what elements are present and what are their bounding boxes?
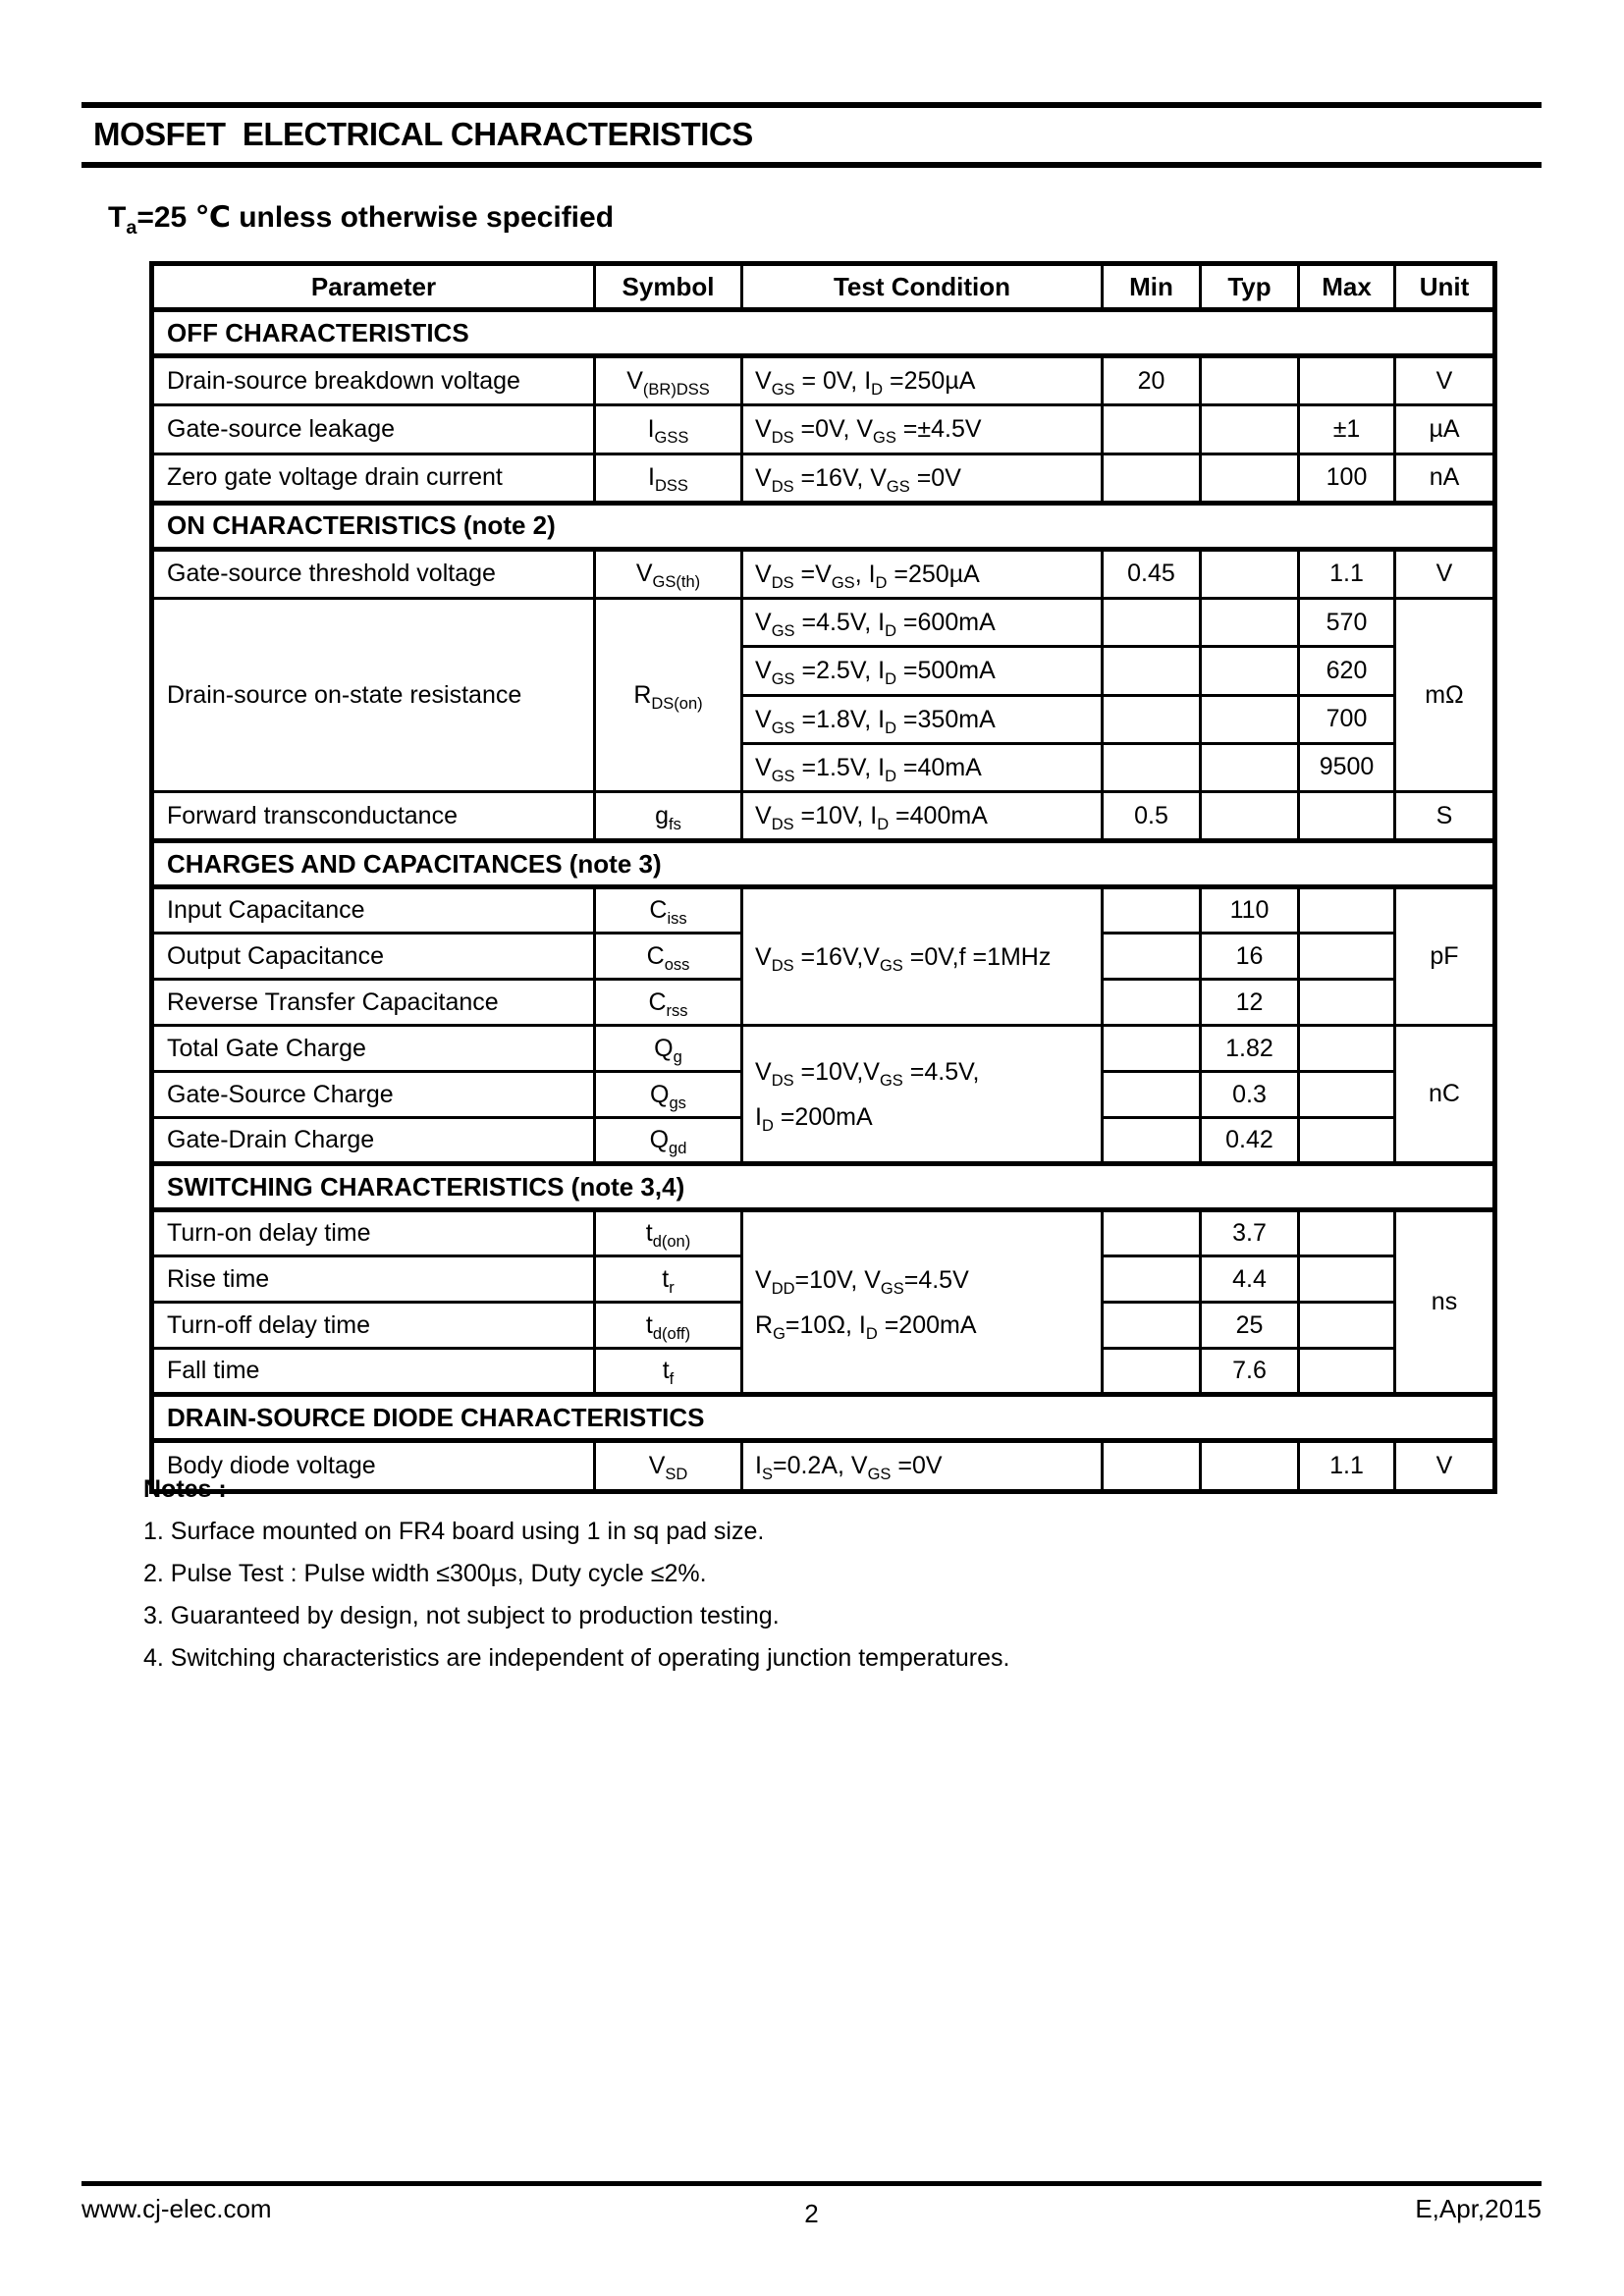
col-header-symbol: Symbol — [595, 264, 742, 310]
section-title: OFF CHARACTERISTICS — [152, 310, 1495, 356]
cell-max — [1299, 356, 1395, 405]
page-title: MOSFET ELECTRICAL CHARACTERISTICS — [93, 116, 753, 152]
cell-max — [1299, 980, 1395, 1026]
cell-max: 1.1 — [1299, 549, 1395, 598]
table-row — [152, 454, 1495, 503]
cell-symbol: $C_{iss}$ — [595, 887, 742, 934]
cell-typ — [1201, 599, 1299, 647]
cell-unit: mΩ — [1395, 599, 1495, 792]
cell-symbol: $V_{SD}$ — [595, 1441, 742, 1491]
cell-min — [1103, 887, 1201, 934]
cell-max: 9500 — [1299, 743, 1395, 791]
table-row — [152, 356, 1495, 405]
cell-typ — [1201, 743, 1299, 791]
col-header-max: Max — [1299, 264, 1395, 310]
section-title: ON CHARACTERISTICS (note 2) — [152, 503, 1495, 549]
cell-parameter: Zero gate voltage drain current — [152, 454, 595, 503]
cell-min — [1103, 1026, 1201, 1072]
cell-min — [1103, 1210, 1201, 1256]
cell-typ: 3.7 — [1201, 1210, 1299, 1256]
cell-symbol: $t_{d(off)}$ — [595, 1303, 742, 1349]
cell-parameter: Gate-Source Charge — [152, 1072, 595, 1118]
cell-typ — [1201, 1441, 1299, 1491]
cell-min — [1103, 1303, 1201, 1349]
cell-min — [1103, 454, 1201, 503]
cell-typ — [1201, 647, 1299, 695]
cell-condition: $V_{DS} =V_{GS}$, $I_D =250\mu A$ — [742, 549, 1103, 598]
cell-unit: nC — [1395, 1026, 1495, 1164]
cell-min — [1103, 934, 1201, 980]
cell-symbol: $g_{fs}$ — [595, 792, 742, 841]
cell-typ: 110 — [1201, 887, 1299, 934]
cell-condition: $V_{DS} =16V$, $V_{GS} =0V$ — [742, 454, 1103, 503]
table-header-row — [152, 264, 1495, 310]
notes-heading: Notes : — [143, 1475, 227, 1503]
cell-max — [1299, 934, 1395, 980]
footer-revision: E,Apr,2015 — [1415, 2194, 1542, 2223]
table-row — [152, 599, 1495, 647]
cell-typ: 0.3 — [1201, 1072, 1299, 1118]
cell-min — [1103, 599, 1201, 647]
cell-max: 570 — [1299, 599, 1395, 647]
note-item: 2. Pulse Test : Pulse width ≤300µs, Duty cycle ≤2%. — [143, 1560, 707, 1587]
cell-min — [1103, 980, 1201, 1026]
cell-typ: 12 — [1201, 980, 1299, 1026]
col-header-typ: Typ — [1201, 264, 1299, 310]
cell-unit: V — [1395, 356, 1495, 405]
cell-symbol: $Q_{gs}$ — [595, 1072, 742, 1118]
cell-unit: V — [1395, 1441, 1495, 1491]
cell-symbol: $I_{DSS}$ — [595, 454, 742, 503]
cell-parameter: Rise time — [152, 1256, 595, 1303]
cell-parameter: Turn-off delay time — [152, 1303, 595, 1349]
cell-unit: µA — [1395, 405, 1495, 454]
cell-typ — [1201, 695, 1299, 743]
cell-parameter: Gate-source threshold voltage — [152, 549, 595, 598]
cell-symbol: $t_r$ — [595, 1256, 742, 1303]
cell-typ: 1.82 — [1201, 1026, 1299, 1072]
title-banner — [81, 102, 1542, 168]
cell-typ: 7.6 — [1201, 1349, 1299, 1395]
cell-typ — [1201, 549, 1299, 598]
cell-condition: $V_{GS} =1.5V$, $I_D =40mA$ — [742, 743, 1103, 791]
cell-typ — [1201, 356, 1299, 405]
cell-unit: pF — [1395, 887, 1495, 1026]
note-item: 3. Guaranteed by design, not subject to production testing. — [143, 1602, 780, 1629]
cell-min — [1103, 1349, 1201, 1395]
cell-max: 1.1 — [1299, 1441, 1395, 1491]
cell-parameter: Forward transconductance — [152, 792, 595, 841]
cell-min — [1103, 695, 1201, 743]
cell-parameter: Gate-Drain Charge — [152, 1118, 595, 1164]
cell-symbol: $V_{GS(th)}$ — [595, 549, 742, 598]
section-row-drain-source-diode — [152, 1395, 1495, 1441]
section-title: CHARGES AND CAPACITANCES (note 3) — [152, 841, 1495, 887]
cell-parameter: Fall time — [152, 1349, 595, 1395]
cell-typ: 4.4 — [1201, 1256, 1299, 1303]
cell-max — [1299, 1072, 1395, 1118]
table-row — [152, 1210, 1495, 1256]
section-row-switching-characteristics — [152, 1164, 1495, 1210]
cell-max: 100 — [1299, 454, 1395, 503]
cell-symbol: $t_f$ — [595, 1349, 742, 1395]
cell-condition: $V_{GS} =2.5V$, $I_D =500mA$ — [742, 647, 1103, 695]
cell-parameter: Drain-source breakdown voltage — [152, 356, 595, 405]
cell-condition: $V_{DS} =0V$, $V_{GS} =\pm 4.5V$ — [742, 405, 1103, 454]
table-row — [152, 792, 1495, 841]
cell-condition: $V_{DS} =10V,V_{GS} =4.5V$, $I_D =200mA$ — [742, 1026, 1103, 1164]
cell-max — [1299, 792, 1395, 841]
cell-max — [1299, 887, 1395, 934]
cell-min — [1103, 1118, 1201, 1164]
electrical-characteristics-table — [149, 261, 1497, 1494]
table-row — [152, 1026, 1495, 1072]
note-item: 4. Switching characteristics are independent of operating junction temperatures. — [143, 1644, 1010, 1672]
footer-page-number: 2 — [804, 2199, 819, 2228]
cell-max — [1299, 1256, 1395, 1303]
cell-symbol: $Q_{gd}$ — [595, 1118, 742, 1164]
col-header-unit: Unit — [1395, 264, 1495, 310]
cell-max: 700 — [1299, 695, 1395, 743]
table-row — [152, 405, 1495, 454]
test-condition-subtitle: $T_a=25$ ℃ unless otherwise specified — [108, 201, 615, 239]
cell-parameter: Output Capacitance — [152, 934, 595, 980]
cell-typ: 25 — [1201, 1303, 1299, 1349]
cell-max: ±1 — [1299, 405, 1395, 454]
section-title: DRAIN-SOURCE DIODE CHARACTERISTICS — [152, 1395, 1495, 1441]
cell-symbol: $Q_g$ — [595, 1026, 742, 1072]
cell-parameter: Input Capacitance — [152, 887, 595, 934]
cell-min — [1103, 1256, 1201, 1303]
cell-parameter: Body diode voltage — [152, 1441, 595, 1491]
cell-min — [1103, 1072, 1201, 1118]
cell-min: 0.45 — [1103, 549, 1201, 598]
section-row-on-characteristics — [152, 503, 1495, 549]
cell-typ — [1201, 405, 1299, 454]
table-row — [152, 549, 1495, 598]
cell-symbol: $V_{(BR)DSS}$ — [595, 356, 742, 405]
col-header-min: Min — [1103, 264, 1201, 310]
cell-max: 620 — [1299, 647, 1395, 695]
cell-symbol: $R_{DS(on)}$ — [595, 599, 742, 792]
footer-website: www.cj-elec.com — [81, 2194, 272, 2223]
cell-condition: $V_{GS} =1.8V$, $I_D =350mA$ — [742, 695, 1103, 743]
cell-min — [1103, 1441, 1201, 1491]
section-row-charges-capacitances — [152, 841, 1495, 887]
cell-parameter: Drain-source on-state resistance — [152, 599, 595, 792]
section-row-off-characteristics — [152, 310, 1495, 356]
cell-condition: $V_{GS} = 0V$, $I_D =250\mu A$ — [742, 356, 1103, 405]
cell-symbol: $I_{GSS}$ — [595, 405, 742, 454]
cell-symbol: $t_{d(on)}$ — [595, 1210, 742, 1256]
cell-unit: V — [1395, 549, 1495, 598]
cell-condition: $V_{DS} =10V$, $I_D =400mA$ — [742, 792, 1103, 841]
cell-max — [1299, 1303, 1395, 1349]
col-header-test-condition: Test Condition — [742, 264, 1103, 310]
cell-max — [1299, 1026, 1395, 1072]
cell-parameter: Gate-source leakage — [152, 405, 595, 454]
cell-min — [1103, 405, 1201, 454]
cell-symbol: $C_{oss}$ — [595, 934, 742, 980]
section-title: SWITCHING CHARACTERISTICS (note 3,4) — [152, 1164, 1495, 1210]
col-header-parameter: Parameter — [152, 264, 595, 310]
note-item: 1. Surface mounted on FR4 board using 1 in sq pad size. — [143, 1518, 765, 1545]
cell-typ: 0.42 — [1201, 1118, 1299, 1164]
cell-typ — [1201, 454, 1299, 503]
cell-typ — [1201, 792, 1299, 841]
table-row — [152, 887, 1495, 934]
cell-max — [1299, 1210, 1395, 1256]
cell-condition: $V_{DD}=10V$, $V_{GS}=4.5V$ $R_G=10\Omega$, $I_D =200mA$ — [742, 1210, 1103, 1395]
cell-unit: S — [1395, 792, 1495, 841]
cell-condition: $V_{DS} =16V,V_{GS} =0V,f =1MHz$ — [742, 887, 1103, 1026]
cell-unit: nA — [1395, 454, 1495, 503]
cell-min: 0.5 — [1103, 792, 1201, 841]
cell-max — [1299, 1349, 1395, 1395]
cell-min — [1103, 647, 1201, 695]
cell-parameter: Total Gate Charge — [152, 1026, 595, 1072]
cell-min: 20 — [1103, 356, 1201, 405]
cell-min — [1103, 743, 1201, 791]
cell-symbol: $C_{rss}$ — [595, 980, 742, 1026]
cell-parameter: Reverse Transfer Capacitance — [152, 980, 595, 1026]
page-footer — [81, 2181, 1542, 2228]
cell-typ: 16 — [1201, 934, 1299, 980]
notes-section — [143, 1474, 1009, 1686]
cell-condition: $V_{GS} =4.5V$, $I_D =600mA$ — [742, 599, 1103, 647]
cell-max — [1299, 1118, 1395, 1164]
cell-parameter: Turn-on delay time — [152, 1210, 595, 1256]
cell-condition: $I_S=0.2A$, $V_{GS} =0V$ — [742, 1441, 1103, 1491]
cell-unit: ns — [1395, 1210, 1495, 1395]
